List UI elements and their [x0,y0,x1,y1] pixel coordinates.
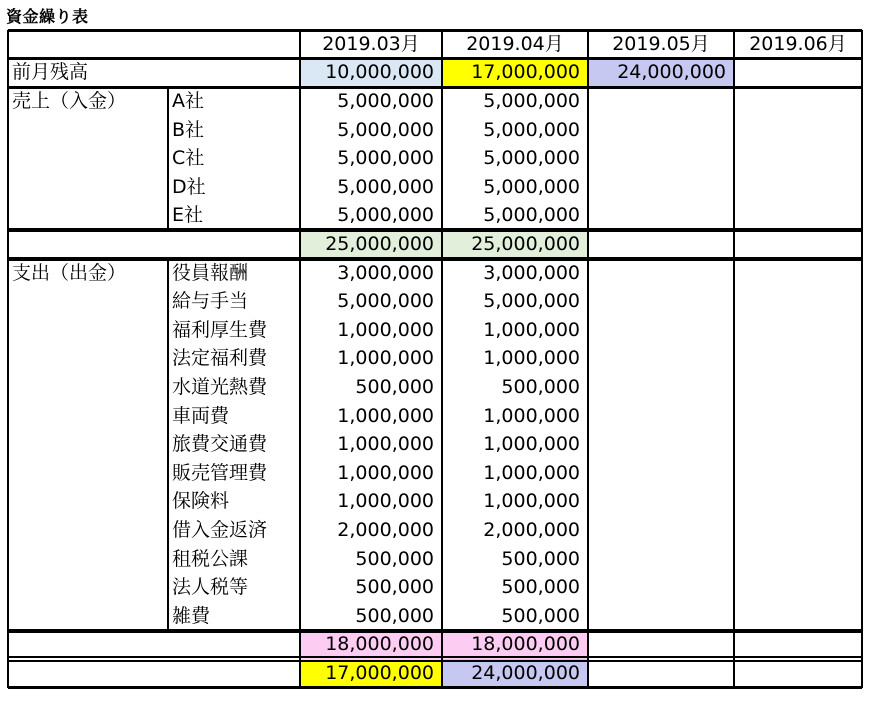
expense-item-value: 500,000 [355,375,434,398]
expense-item-value [734,402,862,431]
sales-total-value-4 [734,230,862,259]
opening-value-2: 17,000,000 [442,59,588,88]
expense-item-value: 500,000 [355,604,434,627]
expense-item-value: 5,000,000 [337,290,434,313]
sheet-title: 資金繰り表 [6,7,89,26]
expense-item-name: 販売管理費 [172,461,268,484]
grid-line [441,30,443,688]
grid-line [299,30,301,688]
expense-item-value: 1,000,000 [337,318,434,341]
sales-item-value: 5,000,000 [337,147,434,170]
expense-item-name: 福利厚生費 [172,318,268,341]
expense-item-value [588,430,734,459]
sales-item-name: C社 [172,147,205,170]
expense-item-value [588,259,734,288]
sales-item-value [588,202,734,231]
sales-total-value-2: 25,000,000 [442,230,588,259]
grid-line [167,87,169,230]
expense-item-value [734,345,862,374]
sales-total-value-3 [588,230,734,259]
header-corner [8,30,300,59]
expense-total-value-1: 18,000,000 [300,631,442,660]
expense-total-value-4 [734,631,862,660]
expense-item-value [734,602,862,631]
expense-item-value [734,316,862,345]
expense-item-value [734,573,862,602]
sales-total-label [8,230,300,259]
grid-line [733,30,735,688]
expense-item-value: 1,000,000 [483,433,580,456]
expense-item-value: 5,000,000 [483,290,580,313]
expense-item-value: 2,000,000 [337,518,434,541]
sales-item-value: 5,000,000 [483,118,580,141]
expenses-label: 支出（出金） [12,261,127,284]
sales-item-value [734,87,862,116]
expense-item-name: 借入金返済 [172,518,268,541]
expense-item-value: 500,000 [355,576,434,599]
expense-item-value [734,287,862,316]
sales-item-value: 5,000,000 [337,89,434,112]
expense-item-name: 役員報酬 [172,261,249,284]
expense-total-value-2: 18,000,000 [442,631,588,660]
sales-item-value: 5,000,000 [483,175,580,198]
sales-item-name: B社 [172,118,205,141]
sales-item-value [588,144,734,173]
expense-item-value [734,545,862,574]
sales-item-value [734,202,862,231]
expense-item-name: 雑費 [172,604,211,627]
sales-item-value [588,173,734,202]
expense-item-value: 500,000 [501,375,580,398]
opening-value-3: 24,000,000 [588,59,734,88]
grid-line [7,30,9,688]
expense-item-value: 3,000,000 [483,261,580,284]
expense-item-value [734,259,862,288]
sales-item-value [734,116,862,145]
expense-item-value [588,373,734,402]
expense-item-name: 給与手当 [172,290,249,313]
sales-item-value: 5,000,000 [483,204,580,227]
expense-item-value [588,488,734,517]
closing-value-4 [734,659,862,688]
expense-item-value [588,545,734,574]
expense-item-name: 保険料 [172,490,230,513]
opening-value-1: 10,000,000 [300,59,442,88]
opening-value-4 [734,59,862,88]
sales-item-name: A社 [172,89,204,112]
month-header-4: 2019.06月 [749,32,847,55]
expense-item-value [588,316,734,345]
expense-item-name: 租税公課 [172,547,249,570]
grid-line [861,30,863,688]
sales-item-value [588,116,734,145]
sales-total-value-1: 25,000,000 [300,230,442,259]
sales-item-value [734,144,862,173]
closing-value-3 [588,659,734,688]
expense-item-value [588,573,734,602]
expense-total-label [8,631,300,660]
month-header-3: 2019.05月 [612,32,710,55]
expense-item-value: 1,000,000 [337,461,434,484]
expense-item-value [734,373,862,402]
expense-item-name: 旅費交通費 [172,433,268,456]
expense-item-value [734,459,862,488]
expense-item-value: 1,000,000 [483,347,580,370]
sales-item-value: 5,000,000 [483,147,580,170]
month-header-1: 2019.03月 [322,32,420,55]
sales-item-value: 5,000,000 [337,204,434,227]
month-header-2: 2019.04月 [466,32,564,55]
expense-item-value: 1,000,000 [337,347,434,370]
sales-label: 売上（入金） [12,89,127,112]
sales-item-value [734,173,862,202]
expense-item-value: 3,000,000 [337,261,434,284]
expense-item-value: 1,000,000 [483,404,580,427]
expense-item-value [734,516,862,545]
expense-item-value: 1,000,000 [483,490,580,513]
expense-item-value: 2,000,000 [483,518,580,541]
opening-label: 前月残高 [12,61,89,84]
expense-item-value [588,516,734,545]
expense-item-value [588,345,734,374]
grid-line [167,259,169,631]
sales-item-name: E社 [172,204,204,227]
expense-item-value: 1,000,000 [483,318,580,341]
sales-item-name: D社 [172,175,206,198]
expense-item-value [588,459,734,488]
closing-value-2: 24,000,000 [442,659,588,688]
closing-value-1: 17,000,000 [300,659,442,688]
expense-item-name: 法定福利費 [172,347,268,370]
expense-item-value [588,402,734,431]
expense-item-value [588,602,734,631]
expense-item-value: 1,000,000 [337,404,434,427]
expense-item-value: 500,000 [501,604,580,627]
expense-item-value: 500,000 [501,576,580,599]
sales-item-value [588,87,734,116]
expense-total-value-3 [588,631,734,660]
expense-item-value: 500,000 [355,547,434,570]
expense-item-name: 水道光熱費 [172,375,268,398]
closing-label [8,659,300,688]
sales-item-value: 5,000,000 [483,89,580,112]
expense-item-name: 車両費 [172,404,230,427]
sales-item-value: 5,000,000 [337,118,434,141]
expense-item-value [734,488,862,517]
expense-item-value: 1,000,000 [483,461,580,484]
expense-item-value: 1,000,000 [337,490,434,513]
expense-item-value [588,287,734,316]
sales-item-value: 5,000,000 [337,175,434,198]
expense-item-name: 法人税等 [172,576,249,599]
grid-line [587,30,589,688]
expense-item-value: 500,000 [501,547,580,570]
expense-item-value [734,430,862,459]
expense-item-value: 1,000,000 [337,433,434,456]
